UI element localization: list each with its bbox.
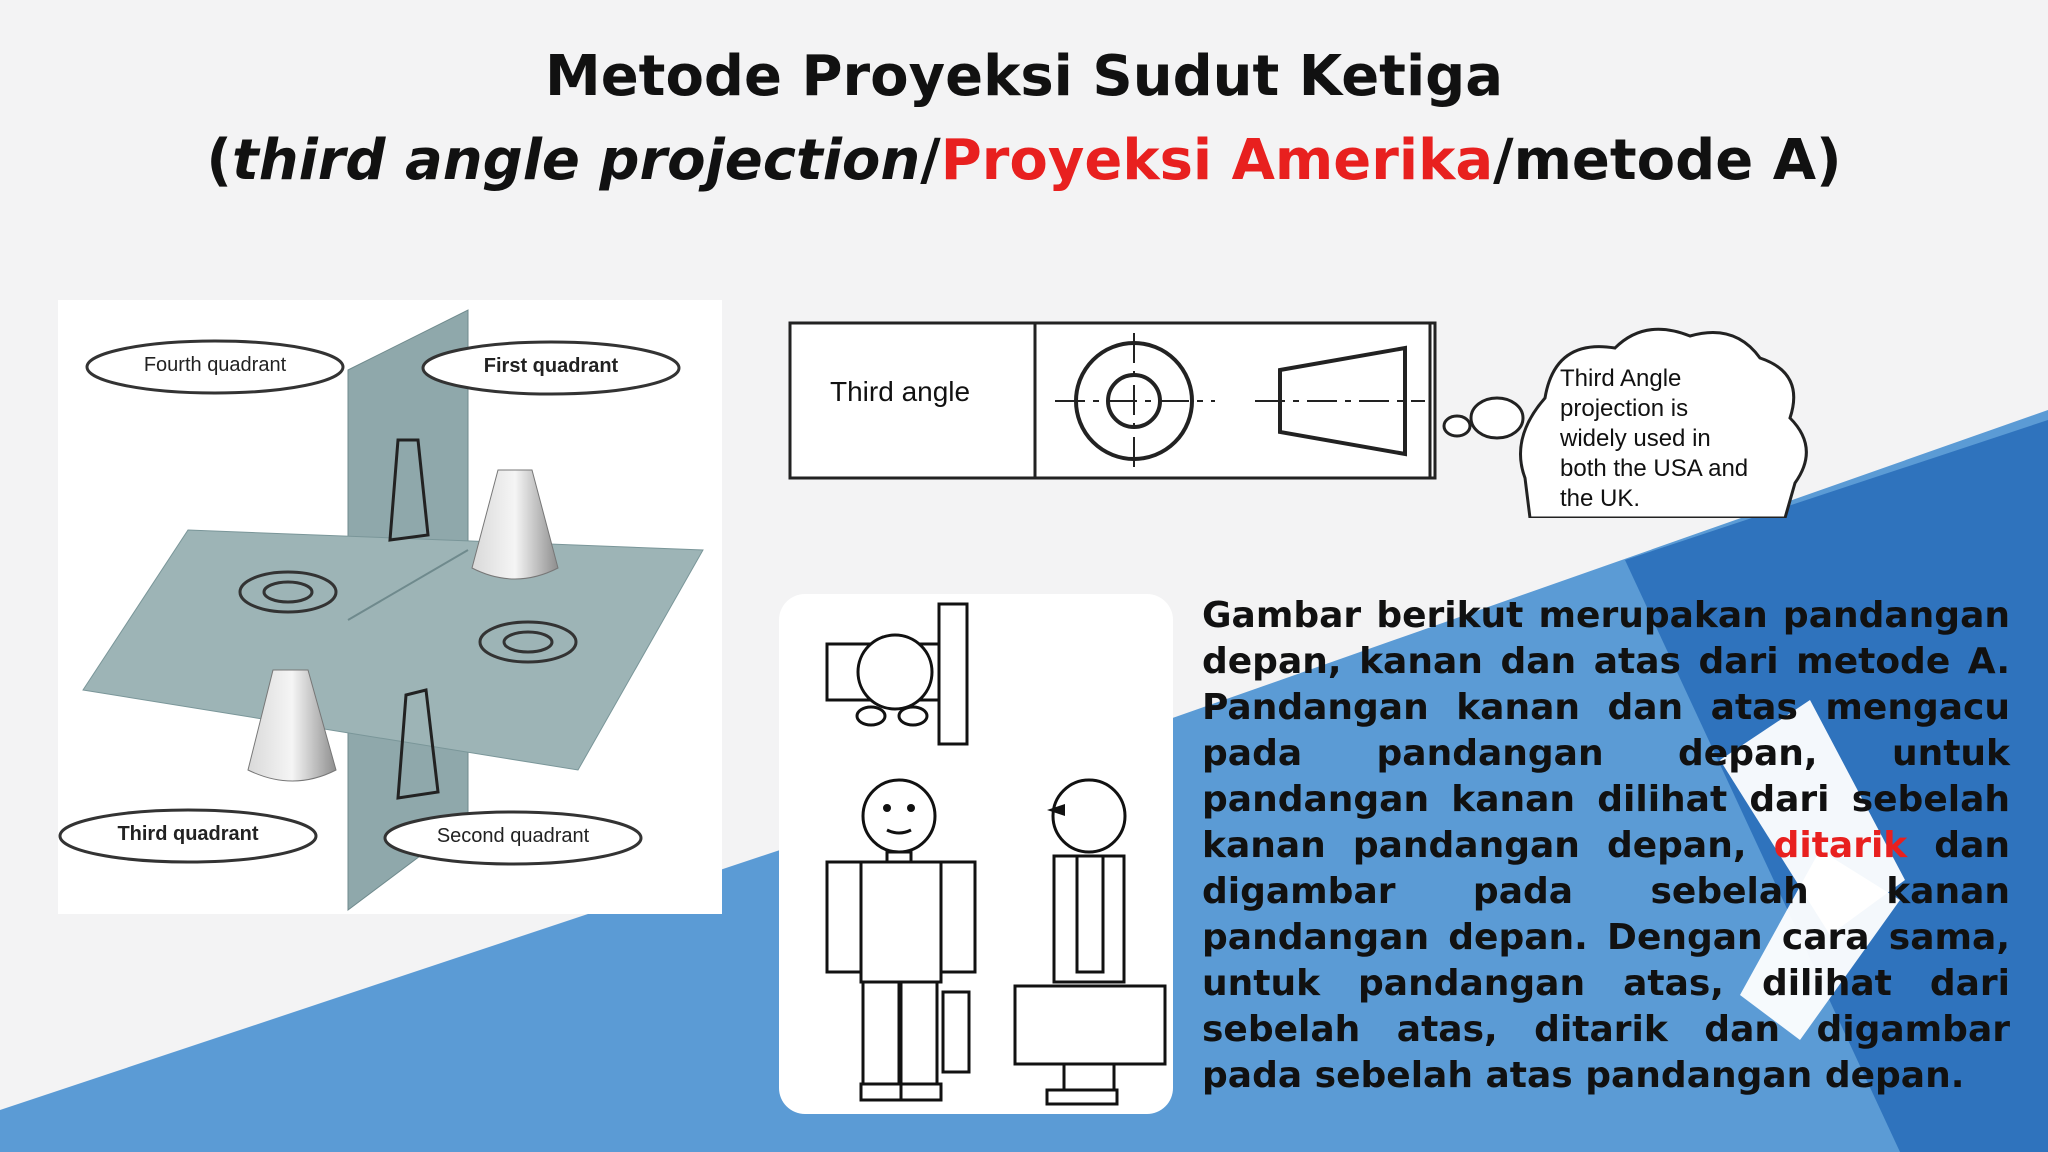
cone-upper: [472, 470, 558, 579]
side-view-foot: [1047, 1090, 1117, 1104]
side-view-legs: [1064, 1064, 1114, 1090]
person-views-drawing: [779, 594, 1173, 1114]
bubble-text: Third Angle projection is widely used in both the USA and the UK.: [1560, 365, 1749, 512]
horizontal-plane: [83, 530, 703, 770]
front-view-torso: [861, 862, 941, 982]
subtitle-highlight: Proyeksi Amerika: [940, 128, 1494, 193]
top-view-foot-right: [899, 707, 927, 725]
label-second-quadrant: Second quadrant: [436, 825, 590, 847]
top-view-head: [858, 635, 932, 709]
front-view-arm-left: [827, 862, 861, 972]
description-highlight: ditarik: [1773, 825, 1908, 866]
label-third-quadrant: Third quadrant: [117, 823, 259, 845]
subtitle-rest: /metode A): [1493, 128, 1842, 193]
top-view-case: [939, 604, 967, 744]
thought-dot-small: [1444, 416, 1470, 436]
top-view-foot-left: [857, 707, 885, 725]
page-title: Metode Proyeksi Sudut Ketiga: [544, 44, 1504, 109]
front-view-leg-right: [901, 982, 937, 1084]
page-subtitle: [0, 128, 2048, 193]
subtitle-open-paren: (: [206, 128, 232, 193]
side-view-arm: [1077, 856, 1103, 972]
front-view-foot-left: [861, 1084, 901, 1100]
quadrant-drawing: [58, 300, 722, 914]
subtitle-italic: third angle projection: [231, 128, 921, 193]
person-views-illustration: [779, 594, 1173, 1114]
subtitle-separator: /: [920, 128, 941, 193]
thought-dot-large: [1471, 398, 1523, 438]
third-angle-label: Third angle: [830, 376, 971, 407]
quadrant-illustration: [58, 300, 722, 914]
description-part2: dan digambar pada sebelah kanan pandangan depan. Dengan cara sama, untuk pandangan atas, dilihat dari sebelah atas, ditarik dan digambar pada sebelah atas pandangan depan.: [1202, 825, 2010, 1096]
side-view-head: [1053, 780, 1125, 852]
front-view-leg-left: [863, 982, 899, 1084]
front-view-head: [863, 780, 935, 852]
side-view-case: [1015, 986, 1165, 1064]
label-fourth-quadrant: Fourth quadrant: [143, 354, 287, 376]
front-view-foot-right: [901, 1084, 941, 1100]
front-view-case: [943, 992, 969, 1072]
third-angle-symbol-panel: [785, 318, 1850, 518]
front-view-arm-right: [941, 862, 975, 972]
description-paragraph: [1202, 593, 2010, 1099]
description-part1: Gambar berikut merupakan pandangan depan, kanan dan atas dari metode A. Pandangan kanan dan atas mengacu pada pandangan depan, untuk pandangan kanan dilihat dari sebelah kanan pandangan depan,: [1202, 595, 2010, 866]
label-first-quadrant: First quadrant: [483, 355, 619, 377]
